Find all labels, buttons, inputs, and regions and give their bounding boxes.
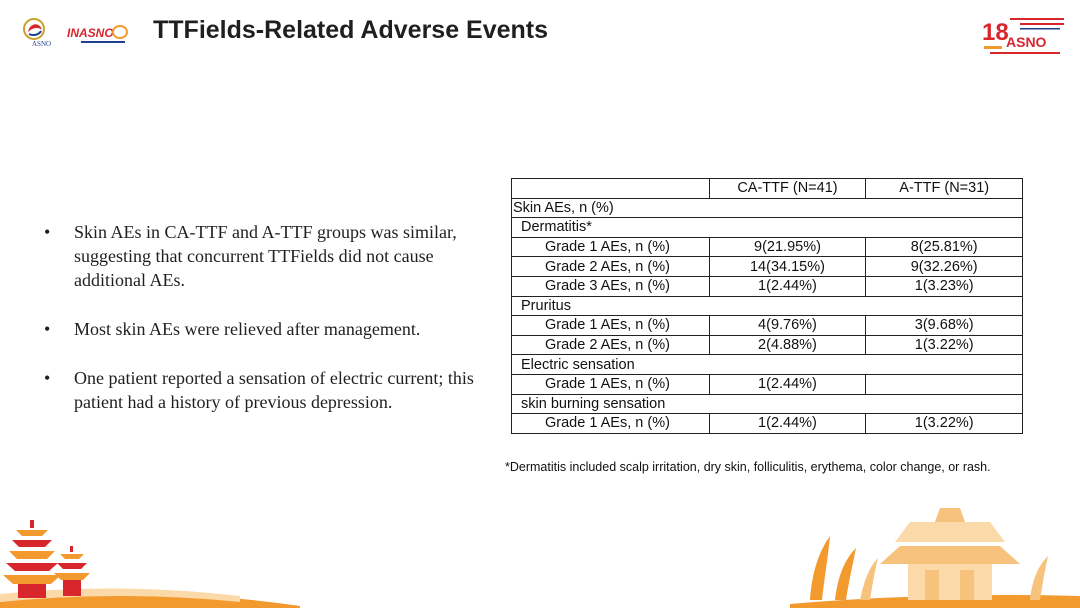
table-cell-ca-ttf: 1(2.44%)	[709, 374, 866, 394]
table-row	[512, 218, 1023, 238]
table-cell-label: Grade 2 AEs, n (%)	[512, 257, 710, 277]
table-cell-a-ttf: 1(3.23%)	[866, 276, 1023, 296]
page-title: TTFields-Related Adverse Events	[153, 16, 549, 44]
table-cell-label: skin burning sensation	[512, 394, 1023, 414]
table-row	[512, 198, 1023, 218]
bullet-item-2	[44, 317, 474, 341]
table-row	[512, 335, 1023, 355]
table-row	[512, 355, 1023, 375]
bullet-text: Most skin AEs were relieved after management.	[74, 319, 421, 339]
table-row	[512, 394, 1023, 414]
table-cell-label: Grade 1 AEs, n (%)	[512, 316, 710, 336]
asno-logo-label: ASNO	[32, 40, 52, 48]
bullet-item-3	[44, 366, 474, 414]
bullet-list	[44, 220, 474, 439]
bullet-text: Skin AEs in CA-TTF and A-TTF groups was similar, suggesting that concurrent TTFields did not cause additional AEs.	[74, 222, 457, 290]
pagoda-decoration-icon	[0, 506, 300, 608]
bullet-dot: •	[44, 222, 51, 242]
table-cell-a-ttf: 1(3.22%)	[866, 335, 1023, 355]
asno-18-number: 18	[982, 19, 1009, 46]
table-cell-ca-ttf: 1(2.44%)	[709, 414, 866, 434]
footnote: *Dermatitis included scalp irritation, dry skin, folliculitis, erythema, color change, or rash.	[505, 460, 991, 474]
table-cell-label: Grade 1 AEs, n (%)	[512, 374, 710, 394]
table-cell-label: Skin AEs, n (%)	[512, 198, 1023, 218]
table-cell-a-ttf: 8(25.81%)	[866, 237, 1023, 257]
table-cell-label: Dermatitis*	[512, 218, 1023, 238]
bullet-dot: •	[44, 319, 51, 339]
table-cell-ca-ttf: 14(34.15%)	[709, 257, 866, 277]
bullet-text: One patient reported a sensation of electric current; this patient had a history of previous depression.	[74, 368, 474, 412]
bullet-dot: •	[44, 368, 51, 388]
table-cell-label: Pruritus	[512, 296, 1023, 316]
table-header-a-ttf: A-TTF (N=31)	[866, 179, 1023, 199]
table-cell-label: Grade 2 AEs, n (%)	[512, 335, 710, 355]
table-row	[512, 374, 1023, 394]
table-cell-ca-ttf: 9(21.95%)	[709, 237, 866, 257]
table-cell-a-ttf: 9(32.26%)	[866, 257, 1023, 277]
table-row	[512, 276, 1023, 296]
table-row	[512, 237, 1023, 257]
table-header-ca-ttf: CA-TTF (N=41)	[709, 179, 866, 199]
table-cell-ca-ttf: 2(4.88%)	[709, 335, 866, 355]
table-header-row	[512, 179, 1023, 199]
table-row	[512, 316, 1023, 336]
asno-logo-icon	[20, 16, 58, 48]
inasno-logo-label: INASNO	[67, 26, 114, 40]
adverse-events-table	[511, 178, 1023, 434]
table-cell-label: Grade 3 AEs, n (%)	[512, 276, 710, 296]
table-row	[512, 414, 1023, 434]
table-row	[512, 257, 1023, 277]
table-header-label	[512, 179, 710, 199]
table-row	[512, 296, 1023, 316]
table-cell-a-ttf: 3(9.68%)	[866, 316, 1023, 336]
table-cell-label: Grade 1 AEs, n (%)	[512, 237, 710, 257]
asno-18-label: ASNO	[1006, 34, 1047, 50]
temple-decoration-icon	[790, 500, 1080, 608]
table-cell-a-ttf	[866, 374, 1023, 394]
asno-18-logo-icon	[980, 14, 1068, 60]
table-cell-label: Electric sensation	[512, 355, 1023, 375]
table-cell-ca-ttf: 4(9.76%)	[709, 316, 866, 336]
table-cell-ca-ttf: 1(2.44%)	[709, 276, 866, 296]
table-cell-label: Grade 1 AEs, n (%)	[512, 414, 710, 434]
bullet-item-1	[44, 220, 474, 292]
table-cell-a-ttf: 1(3.22%)	[866, 414, 1023, 434]
inasno-logo-icon	[67, 20, 133, 48]
